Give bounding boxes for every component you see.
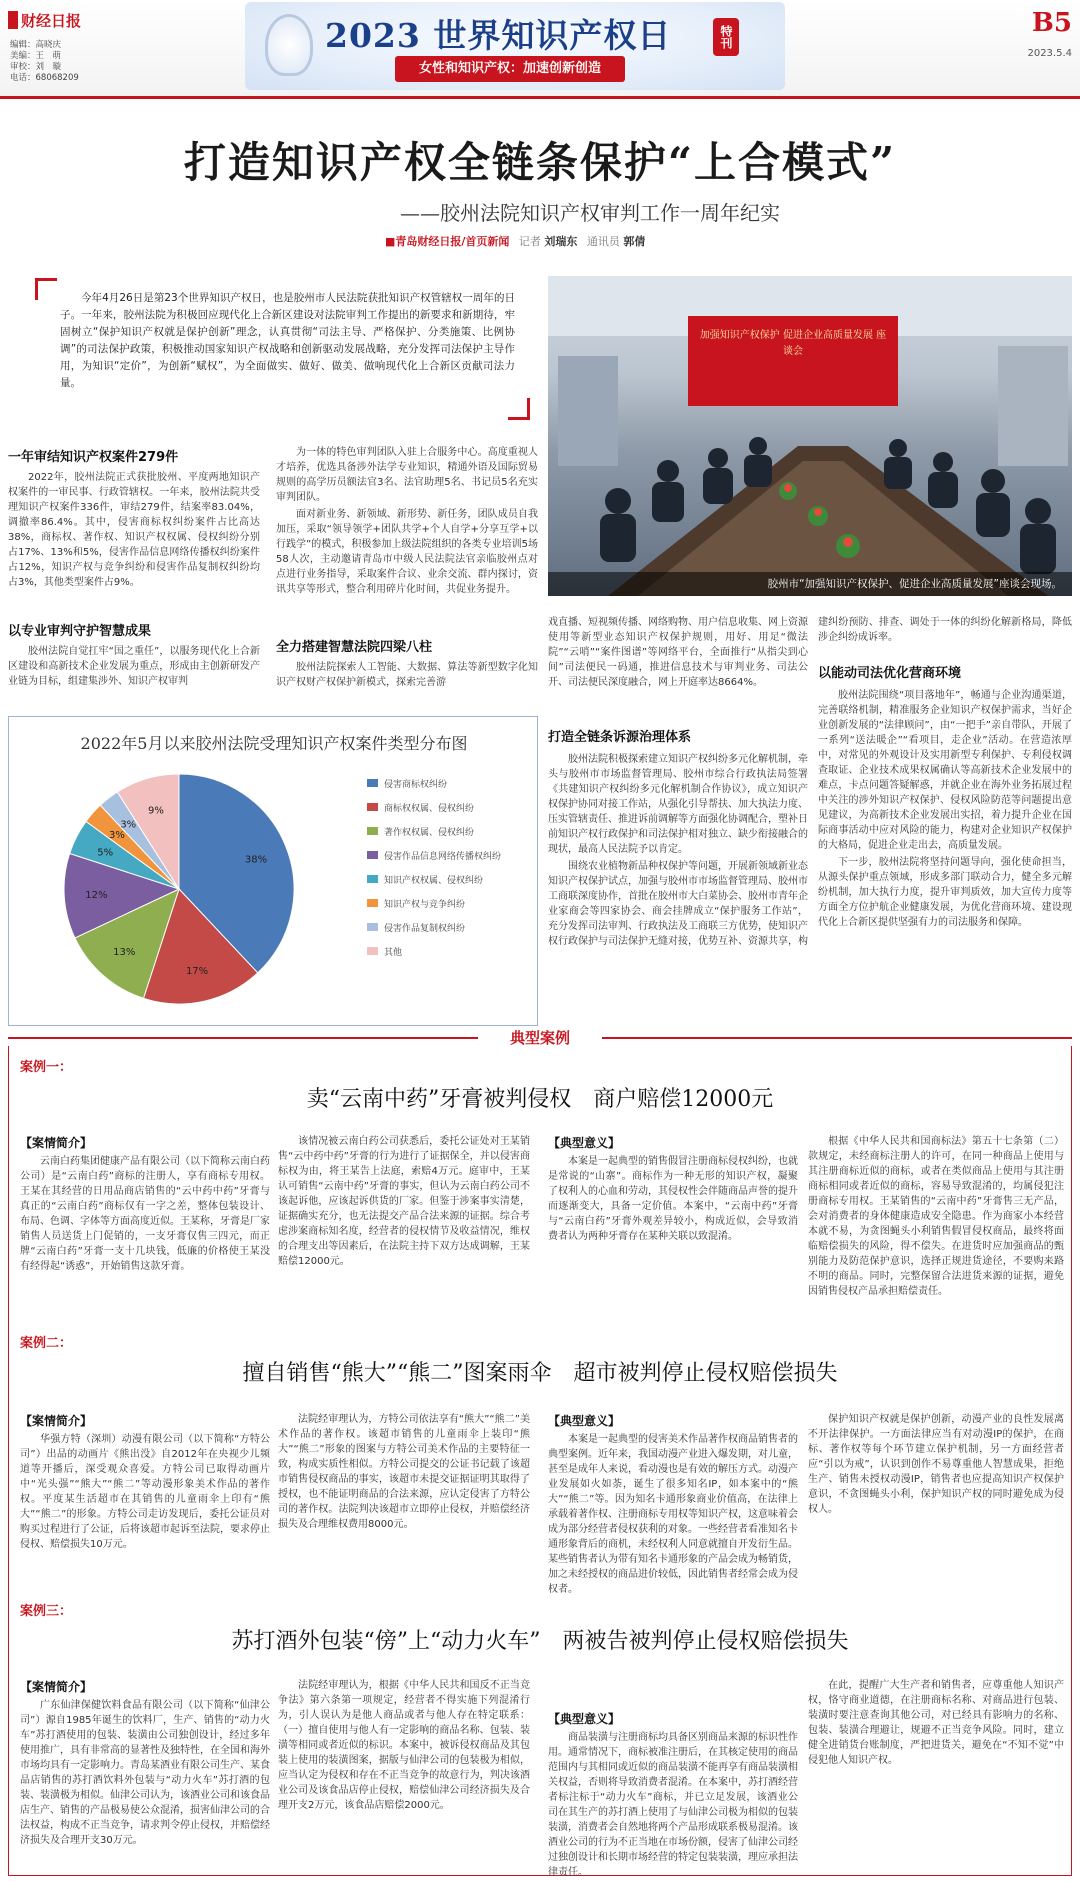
case-title: 苏打酒外包装“傍”上“动力火车” 两被告被判停止侵权赔偿损失 [231,1629,849,1654]
case-brief-cont [278,1134,530,1328]
legend-item [367,891,537,915]
case-meaning-label: 【典型意义】 [548,1712,621,1726]
case-brief [20,1432,270,1588]
paragraph: 在此，提醒广大生产者和销售者，应尊重他人知识产权，恪守商业道德，在注册商标名称、对商品进行包装、装潢时要注意查询其他公司，对已经具有影响力的名称、包装、装潢合理避让，规避不正当竞争风险。同时，建立健全进销货台账制度，严把进货关，避免在“不知不觉”中侵犯他人知识产权。 [808,1680,1064,1766]
pie-chart [19,761,339,1021]
case-meaning-label: 【典型意义】 [548,1136,621,1150]
meeting-scene [548,276,1072,596]
lead-bracket-bottom [508,398,530,420]
bulb-icon [265,14,313,76]
legend-item [367,795,537,819]
legend-swatch [367,851,378,859]
legend-item [367,771,537,795]
case-brief-label: 【案情简介】 [20,1680,93,1694]
paragraph: 该情况被云南白药公司获悉后，委托公证处对王某销售“云中药中药”牙膏的行为进行了证据保全，并以侵害商标权为由，将王某告上法庭，索赔4万元。庭审中，王某认可销售“云南中药”牙膏的事实，但认为云南白药公司不该起诉他，应该起诉供货的厂家。但鉴于涉案事实清楚，证据确实充分，也无法提交产品合法来源的证据。综合考虑涉案商标知名度，经营者的侵权情节及收益情况，维权的合理支出等因素后，在法院主持下双方达成调解，王某赔偿12000元。 [278,1136,530,1267]
legend-label: 侵害作品信息网络传播权纠纷 [384,851,502,862]
pie-slice-label: 38% [244,854,268,866]
case-title: 擅自销售“熊大”“熊二”图案雨伞 超市被判停止侵权赔偿损失 [242,1361,838,1386]
paragraph: 华强方特（深圳）动漫有限公司（以下简称“方特公司”）出品的动画片《熊出没》自2012年在央视少儿频道等开播后，深受观众喜爱。方特公司已取得动画片中“光头强”“熊大”“熊二”等动漫形象美术作品的著作权。平度某生活超市在其销售的儿童雨伞上印有“熊大”“熊二”的形象。方特公司走访发现后，委托公证员对购买过程进行了公证，后将该超市起诉至法院，要求停止侵权、赔偿损失10万元。 [20,1434,270,1550]
legend-item [367,843,537,867]
legend-label: 商标权权属、侵权纠纷 [384,803,475,814]
lead-bracket-top [35,278,57,300]
case-meaning-cont [808,1678,1064,1870]
case-meaning-cont [808,1134,1064,1328]
body-paragraph [548,752,808,1027]
paragraph: 为一体的特色审判团队入驻上合服务中心。高度重视人才培养，优选具备涉外法学专业知识，精通外语及国际贸易规则的高学历员额法官3名、法官助理5名、书记员5名充实审判团队。 [276,447,538,503]
pie-slice-label: 5% [97,847,114,859]
paper-logo-mark [8,11,18,29]
body-paragraph [276,660,538,706]
legend-swatch [367,779,378,787]
credits [10,40,110,84]
masthead [0,0,1080,96]
body-paragraph [8,644,260,706]
byline-corr-label: 通讯员 [586,235,620,248]
case-brief [20,1154,270,1328]
chart-legend [367,771,537,963]
legend-swatch [367,947,378,955]
byline-corr: 郭倩 [623,235,646,248]
pie-slice-label: 3% [120,819,137,831]
credit-line: 编辑：高晓庆 [10,40,62,50]
case-meaning [548,1154,798,1328]
page-subtitle: ——胶州法院知识产权审判工作一周年纪实 [400,201,780,225]
body-paragraph [8,470,260,610]
body-paragraph [548,615,808,710]
paragraph: 面对新业务、新领域、新形势、新任务，团队成员自我加压，采取“领导领学+团队共学+个人自学+分享互学+以行践学”的模式，积极参加上级法院组织的各类专业培训5场58人次，主动邀请青岛市中级人民法院法官亲临胶州点对点进行业务指导，采取案件合议、业余交流、群内探讨，资讯共享等形式，整合利用碎片化时间，共促业务提升。 [276,509,538,595]
section-heading: 全力搭建智慧法院四梁八柱 [276,640,433,655]
legend-swatch [367,923,378,931]
paragraph: 胶州法院积极探索建立知识产权纠纷多元化解机制，牵头与胶州市市场监督管理局、胶州市综合行政执法局签署《共建知识产权纠纷多元化解机制合作协议》，成立知识产权保护协同对接工作站，从强化引导帮扶、加大执法力度、压实管辖责任、推进诉前调解等方面强化协调配合，塑补日前知识产权行政保护和司法保护相对独立、缺少衔接融合的现状，最高人民法院予以肯定。 [548,754,808,855]
paragraph: 商品装潢与注册商标均具备区别商品来源的标识性作用。通常情况下，商标被准注册后，在其核定使用的商品范围内与其相同或近似的商品装潢不能再享有商品装潢相关权益，否则将导致消费者混淆。在本案中，苏打酒经营者标注标于“动力火车”商标，并已立足发展，该酒业公司在其生产的苏打酒上使用了与仙津公司极为相似的包装装潢，消费者会自然地将两个产品形成联系极易混淆。该酒业公司的行为不正当地在市场份额，侵害了仙津公司经过独创设计和长期市场经营的特定包装装潢，理应承担法律责任。 [548,1732,798,1878]
credit-line: 电话：68068209 [10,73,79,83]
paragraph: 围绕农业植物新品种权保护等问题，开展新领域新业态知识产权保护试点，加强与胶州市市场监督管理局、胶州市工商联深度协作，首批在胶州市大白菜协会、胶州市青年企业家商会等四家协会、商会挂牌成立“保护服务工作站”，充分发挥司法审判、行政执法及工商联三方优势，使知识产权行政保护与司法保护无缝对接，优势互补、资源共享，构 [548,861,808,947]
legend-swatch [367,875,378,883]
legend-item [367,819,537,843]
paragraph: 广东仙津保健饮料食品有限公司（以下简称“仙津公司”）源自1985年诞生的饮料厂，生产、销售的“动力火车”苏打酒使用的包装、装潢由公司独创设计，经过多年使用推广，具有非常高的显著性及独特性，在全国和海外市场均具有一定影响力。青岛某酒业有限公司生产、某食品店销售的苏打酒饮料外包装与“动力火车”苏打酒的包装、装潢极为相似。仙津公司认为，该酒业公司和该食品店生产、销售的产品极易使公众混淆，损害仙津公司的合法权益，构成不正当竞争，请求判令停止侵权，并赔偿经济损失及合理开支30万元。 [20,1700,270,1846]
pie-slice-label: 17% [185,965,209,977]
photo-caption: 胶州市“加强知识产权保护、促进企业高质量发展”座谈会现场。 [548,572,1072,596]
paragraph: 本案是一起典型的侵害美术作品著作权商品销售者的典型案例。近年来，我国动漫产业进入爆发期，对儿童，甚至是成年人来说，看动漫也是有效的解压方式。动漫产业发展如火如荼，诞生了很多知名IP，如本案中的“熊大”“熊二”等。因为知名卡通形象商业价值高，在法律上承载着著作权、注册商标专用权等知识产权，这意味着会成为部分经营者侵权获利的对象。一些经营者看准知名卡通形象背后的商机，未经权利人同意就擅自开发衍生品。某些销售者认为带有知名卡通形象的产品会成为畅销货，加之未经授权的商品进价较低，因此销售者经常会成为侵权者。 [548,1434,798,1595]
byline-source: ■青岛财经日报/首页新闻 [385,235,510,248]
page-title: 打造知识产权全链条保护“上合模式” [183,138,897,187]
paper-name: 财经日报 [21,11,82,30]
legend-swatch [367,803,378,811]
case-meaning-cont [808,1412,1064,1588]
meeting-photo [548,276,1072,596]
case-brief-label: 【案情简介】 [20,1136,93,1150]
photo-banner-text: 加强知识产权保护 促进企业高质量发展 座谈会 [699,330,887,357]
case-meaning-label: 【典型意义】 [548,1414,621,1428]
pie-slice-label: 3% [108,830,125,842]
legend-label: 知识产权与竞争纠纷 [384,899,466,910]
section-heading: 以能动司法优化营商环境 [818,666,962,681]
cases-divider-left [8,1037,478,1039]
case-title: 卖“云南中药”牙膏被判侵权 商户赔偿12000元 [306,1087,774,1112]
byline [385,233,845,249]
legend-label: 其他 [384,947,403,958]
masthead-divider [0,96,1080,99]
case-brief [20,1698,270,1870]
paragraph: 本案是一起典型的销售假冒注册商标侵权纠纷，也就是常说的“山寨”。商标作为一种无形的知识产权，凝聚了权利人的心血和劳动，其侵权性会伴随商品声誉的提升而逐渐变大，具备一定价值。本案中，“云南中药”牙膏与“云南白药”牙膏外观差异较小，构成近似，会导致消费者认为两种牙膏存在某种关联以致混淆。 [548,1156,798,1242]
pie-slice-label: 13% [113,947,136,959]
cases-divider-right [602,1037,1072,1039]
byline-reporter: 刘瑞东 [544,235,578,248]
banner-subtitle: 女性和知识产权：加速创新创造 [395,56,625,82]
pie-chart-panel [8,716,538,1026]
paragraph: 胶州法院围绕“项目落地年”，畅通与企业沟通渠道，完善联络机制，精准服务企业知识产权保护需求，当好企业创新发展的“法律顾问”，由“一把手”亲自带队，开展了一系列“送法暖企”“看项目，走企业”活动。在营造浓厚中，对常见的外观设计及实用新型专利保护、专利侵权调查取证、企业技术成果权属确认等高新技术企业发展中的难点，卡点问题答疑解惑，并就企业在海外业务拓展过程中关注的涉外知识产权保护、侵权风险防范等问题提出意见建议，为高新技术企业发展出实招，着力提升企业在国际商事活动中应对风险的能力，构建对企业知识产权保护的大格局，促进企业走出去，高质量发展。 [818,690,1072,851]
legend-item [367,939,537,963]
paragraph: 法院经审理认为，根据《中华人民共和国反不正当竞争法》第六条第一项规定，经营者不得实施下列混淆行为，引人误认为是他人商品或者与他人存在特定联系：（一）擅自使用与他人有一定影响的商品名称、包装、装潢等相同或者近似的标识。本案中，被诉侵权商品及其包装上使用的装潢图案，据版与仙津公司的包装极为相似，应当认定为侵权和存在不正当竞争的故意行为，判决该酒业公司及该食品店停止侵权，赔偿仙津公司经济损失及合理开支2万元，该食品店赔偿2000元。 [278,1680,530,1811]
case-meaning [548,1432,798,1595]
banner-badge: 特刊 [713,18,739,56]
banner [245,2,785,90]
legend-label: 侵害商标权纠纷 [384,779,448,790]
paragraph: 法院经审理认为，方特公司依法享有“熊大”“熊二”美术作品的著作权。该超市销售的儿童雨伞上装印“熊大”“熊二”形象的图案与方特公司美术作品的主要特征一致，构成实质性相似。方特公司提交的公证书记载了该超市销售侵权商品的事实，该超市未提交证据证明其取得了授权，也不能证明商品的合法来源，应认定侵害了方特公司的著作权。法院判决该超市立即停止侵权，并赔偿经济损失及合理维权费用8000元。 [278,1414,530,1530]
pie-slice-label: 9% [147,805,164,817]
credit-line: 美编：王 萌 [10,51,62,61]
case-tag: 案例一： [20,1060,73,1075]
lead-paragraph: 今年4月26日是第23个世界知识产权日，也是胶州市人民法院获批知识产权管辖权一周年的日子。一年来，胶州法院为积极回应现代化上合新区建设对法院审判工作提出的新要求和新期待，牢固树立“保护知识产权就是保护创新”理念，认真贯彻“司法主导、严格保护、分类施策、比例协调”的司法保护政策，积极推动国家知识产权战略和创新驱动发展战略，充分发挥司法保护主导作用，为知识“定价”，为创新“赋权”，为全面做实、做好、做美、做响现代化上合新区贡献司法力量。 [60,292,515,389]
legend-label: 侵害作品复制权纠纷 [384,923,466,934]
paragraph: 建纠纷预防、排查、调处于一体的纠纷化解新格局，降低涉企纠纷成诉率。 [818,617,1072,643]
case-meaning [548,1730,798,1878]
issue-date: 2023.5.4 [1027,48,1072,59]
body-paragraph [818,688,1072,1028]
legend-swatch [367,899,378,907]
paragraph: 云南白药集团健康产品有限公司（以下简称云南白药公司）是“云南白药”商标的注册人，享有商标专用权。王某在其经营的日用品商店销售的“云中药中药”牙膏与真正的“云南白药”商标仅有一字之差，整体包装设计、布局、色调、字体等方面高度近似。王某称，牙膏是厂家销售人员送货上门促销的，一支牙膏仅售三四元，而正牌“云南白药”牙膏一支十几块钱，低廉的价格使王某没有经得起“诱惑”，开始销售这款牙膏。 [20,1156,270,1272]
paragraph: 根据《中华人民共和国商标法》第五十七条第（二）款规定，未经商标注册人的许可，在同一种商品上使用与其注册商标近似的商标，或者在类似商品上使用与其注册商标相同或者近似的商标，容易导致混淆的，均属侵犯注册商标专用权。王某销售的“云南中药”牙膏售三无产品，会对消费者的身体健康造成安全隐患。作为商家小本经营本就不易，为贪图蝇头小利销售假冒侵权商品，最终将面临赔偿损失的风险，得不偿失。在进货时应加强商品的甄别能力及防范保护意识，选择正规进货途径，不要购来路不明的商品。同时，完整保留合法进货来源的证据，避免因销售侵权产品承担赔偿责任。 [808,1136,1064,1297]
paragraph: 胶州法院自觉扛牢“国之重任”，以服务现代化上合新区建设和高新技术企业发展为重点，形成由主创新研发产业链为目标，组建集涉外、知识产权审判 [8,646,260,687]
byline-reporter-label: 记者 [518,235,541,248]
pie-slice-label: 12% [85,890,108,902]
paper-logo [8,8,92,32]
banner-title: 2023 世界知识产权日 [325,16,672,55]
case-tag: 案例三： [20,1604,73,1619]
cases-section-title: 典型案例 [509,1029,570,1047]
section-heading: 以专业审判守护智慧成果 [8,624,152,639]
legend-item [367,915,537,939]
case-tag: 案例二： [20,1336,73,1351]
credit-line: 审校：刘 璇 [10,62,62,72]
case-brief-cont [278,1412,530,1588]
legend-label: 知识产权权属、侵权纠纷 [384,875,484,886]
case-brief-cont [278,1678,530,1870]
paragraph: 戏直播、短视频传播、网络购物、用户信息收集、网上资源使用等新型业态知识产权保护规则，用好、用足“微法院”“云哨”“案件图谱”等网络平台，全面推行“从指尖到心间”司法便民一码通，推进信息技术与审判业务、司法公开、司法便民深度融合，网上开庭率达8664%。 [548,617,808,688]
legend-label: 著作权权属、侵权纠纷 [384,827,475,838]
paragraph: 下一步，胶州法院将坚持问题导向，强化使命担当，从源头保护重点领域，形成多部门联动合力，健全多元解纷机制，加大执行力度，提升审判质效，加大宣传力度等方面全方位护航企业健康发展，为优化营商环境、建设现代化上合新区提供坚强有力的司法服务和保障。 [818,857,1072,928]
section-heading: 打造全链条诉源治理体系 [548,730,692,745]
body-paragraph [818,615,1072,647]
body-paragraph [276,445,538,610]
paragraph: 2022年，胶州法院正式获批胶州、平度两地知识产权案件的一审民事、行政管辖权。一年来，胶州法院共受理知识产权案件336件，审结279件，结案率83.04%，调撤率86.4%。其中，侵害商标权纠纷案件占比高达38%，商标权、著作权、知识产权权属、侵权纠纷分别占17%、13%和5%，侵害作品信息网络传播权纠纷案件占12%，知识产权与竞争纠纷和侵害作品复制权纠纷均占3%，其他类型案件占9%。 [8,472,260,588]
page-number: B5 [1031,8,1072,38]
legend-swatch [367,827,378,835]
paragraph: 胶州法院探索人工智能、大数据、算法等新型数字化知识产权财产权保护新模式，探索完善游 [276,662,538,688]
case-brief-label: 【案情简介】 [20,1414,93,1428]
paragraph: 保护知识产权就是保护创新，动漫产业的良性发展离不开法律保护。一方面法律应当有对动漫IP的保护，在商标、著作权等每个环节建立保护机制，另一方面经营者应“引以为戒”，认识到创作不易尊重他人智慧成果，拒绝生产、销售未授权动漫IP，销售者也应提高知识产权保护意识，不贪图蝇头小利，保护知识产权的同时避免成为侵权人。 [808,1414,1064,1515]
chart-title: 2022年5月以来胶州法院受理知识产权案件类型分布图 [80,734,468,753]
legend-item [367,867,537,891]
section-heading: 一年审结知识产权案件279件 [8,450,179,465]
